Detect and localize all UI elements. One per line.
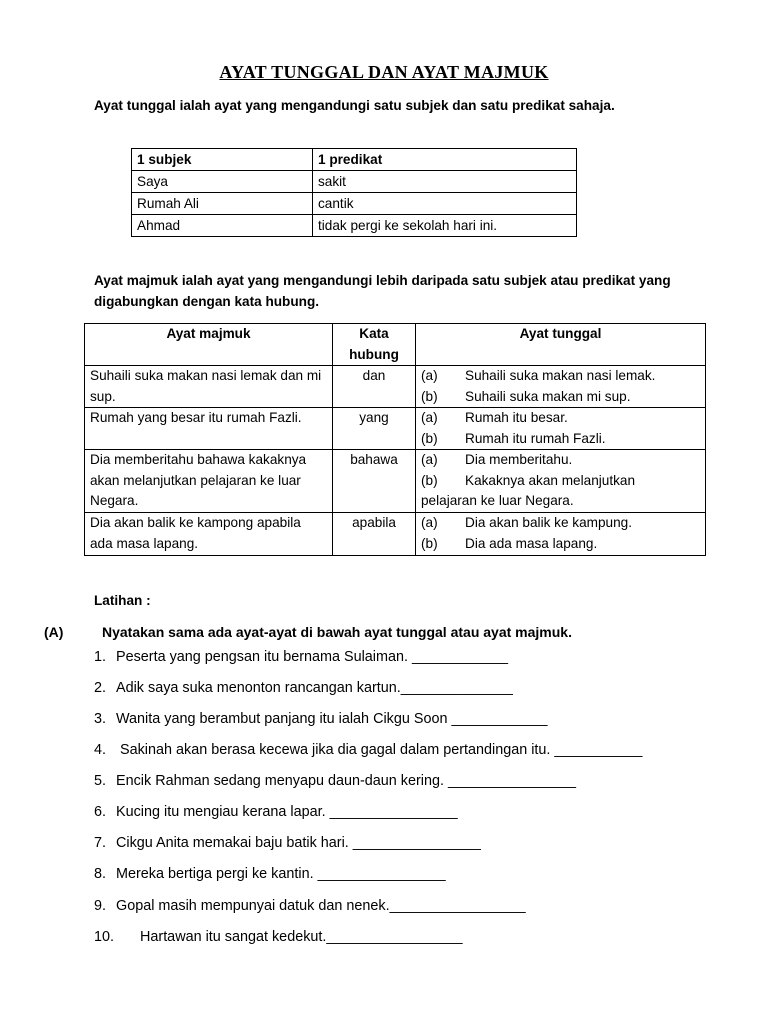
label-b: (b): [421, 472, 438, 488]
item-number: 2.: [94, 680, 107, 696]
ayat-tunggal-b-continued: pelajaran ke luar Negara.: [421, 493, 574, 508]
cell-subjek: Ahmad: [132, 215, 313, 237]
table-header-row: [132, 149, 577, 171]
item-number: 1.: [94, 649, 107, 665]
table-row: [132, 215, 577, 237]
table-row: [85, 513, 706, 556]
table-header-row: [85, 324, 706, 366]
header-subjek: 1 subjek: [132, 149, 313, 171]
exercise-item: [94, 711, 548, 727]
section-label: (A): [44, 624, 64, 640]
ayat-tunggal-a: [421, 513, 700, 534]
cell-subjek: Rumah Ali: [132, 193, 313, 215]
definition-ayat-majmuk: Ayat majmuk ialah ayat yang mengandungi lebih daripada satu subjek atau predikat yang digabungkan dengan kata hubung.: [94, 273, 671, 309]
item-number: 8.: [94, 866, 107, 882]
text-a: Dia memberitahu.: [465, 452, 573, 467]
label-b: (b): [421, 430, 438, 446]
header-ayat-tunggal: Ayat tunggal: [416, 324, 706, 366]
cell-ayat-tunggal: [416, 408, 706, 450]
table-ayat-majmuk: [84, 323, 706, 556]
cell-kata-hubung: yang: [333, 408, 416, 450]
label-b: (b): [421, 535, 438, 551]
cell-kata-hubung: dan: [333, 366, 416, 408]
cell-ayat-majmuk: Dia akan balik ke kampong apabila ada masa lapang.: [85, 513, 333, 556]
definition-ayat-tunggal: Ayat tunggal ialah ayat yang mengandungi satu subjek dan satu predikat sahaja.: [94, 98, 615, 113]
cell-ayat-majmuk: Dia memberitahu bahawa kakaknya akan melanjutkan pelajaran ke luar Negara.: [85, 450, 333, 513]
exercise-item: [94, 866, 446, 882]
ayat-tunggal-b: [421, 471, 700, 492]
cell-ayat-majmuk: Rumah yang besar itu rumah Fazli.: [85, 408, 333, 450]
cell-subjek: Saya: [132, 171, 313, 193]
cell-ayat-majmuk: Suhaili suka makan nasi lemak dan mi sup.: [85, 366, 333, 408]
exercise-item: [94, 742, 642, 758]
item-text: Adik saya suka menonton rancangan kartun.______________: [116, 680, 513, 696]
item-text: Peserta yang pengsan itu bernama Sulaiman. ____________: [116, 649, 509, 665]
header-kata-hubung: Kata hubung: [333, 324, 416, 366]
item-text: Hartawan itu sangat kedekut._________________: [140, 929, 463, 945]
exercise-item: [94, 835, 481, 851]
item-number: 7.: [94, 835, 107, 851]
exercise-item: [94, 649, 508, 665]
item-number: 4.: [94, 742, 107, 758]
table-row: [85, 450, 706, 513]
cell-ayat-tunggal: [416, 513, 706, 556]
exercise-item: [94, 898, 526, 914]
item-text: Mereka bertiga pergi ke kantin. ________________: [116, 866, 446, 882]
item-number: 9.: [94, 898, 107, 914]
ayat-tunggal-b: [421, 429, 700, 450]
text-a: Suhaili suka makan nasi lemak.: [465, 368, 656, 383]
text-b: Kakaknya akan melanjutkan: [465, 472, 636, 488]
cell-ayat-tunggal: [416, 450, 706, 513]
text-b: Dia ada masa lapang.: [465, 535, 598, 551]
text-b: Suhaili suka makan mi sup.: [465, 388, 631, 404]
item-text: Cikgu Anita memakai baju batik hari. ________________: [116, 835, 481, 851]
item-text: Wanita yang berambut panjang itu ialah Cikgu Soon ____________: [116, 711, 548, 727]
cell-predikat: sakit: [313, 171, 577, 193]
cell-kata-hubung: apabila: [333, 513, 416, 556]
text-a: Rumah itu besar.: [465, 410, 568, 425]
item-text: Kucing itu mengiau kerana lapar. ________________: [116, 804, 458, 820]
table-row: [85, 366, 706, 408]
cell-ayat-tunggal: [416, 366, 706, 408]
exercise-item: [94, 773, 576, 789]
item-number: 3.: [94, 711, 107, 727]
item-number: 6.: [94, 804, 107, 820]
ayat-tunggal-a: [421, 450, 700, 471]
table-ayat-tunggal: [131, 148, 577, 237]
page-title: AYAT TUNGGAL DAN AYAT MAJMUK: [219, 62, 549, 82]
text-a: Dia akan balik ke kampung.: [465, 515, 632, 530]
header-ayat-majmuk: Ayat majmuk: [85, 324, 333, 366]
cell-predikat: cantik: [313, 193, 577, 215]
table-row: [85, 408, 706, 450]
text-b: Rumah itu rumah Fazli.: [465, 430, 606, 446]
table-row: [132, 193, 577, 215]
exercise-item: [94, 680, 513, 696]
header-predikat: 1 predikat: [313, 149, 577, 171]
cell-kata-hubung: bahawa: [333, 450, 416, 513]
label-a: (a): [421, 515, 438, 530]
item-text: Encik Rahman sedang menyapu daun-daun kering. ________________: [116, 773, 577, 789]
ayat-tunggal-a: [421, 408, 700, 429]
exercise-item: [94, 929, 462, 945]
cell-predikat: tidak pergi ke sekolah hari ini.: [313, 215, 577, 237]
latihan-heading: Latihan :: [94, 593, 151, 608]
label-b: (b): [421, 388, 438, 404]
table-row: [132, 171, 577, 193]
label-a: (a): [421, 410, 438, 425]
label-a: (a): [421, 368, 438, 383]
section-instruction: Nyatakan sama ada ayat-ayat di bawah ayat tunggal atau ayat majmuk.: [102, 624, 572, 640]
item-number: 5.: [94, 773, 107, 789]
ayat-tunggal-b: [421, 534, 700, 555]
item-text: Gopal masih mempunyai datuk dan nenek._________________: [116, 898, 526, 914]
ayat-tunggal-b: [421, 387, 700, 408]
exercise-item: [94, 804, 458, 820]
ayat-tunggal-a: [421, 366, 700, 387]
item-number: 10.: [94, 929, 115, 945]
label-a: (a): [421, 452, 438, 467]
item-text: Sakinah akan berasa kecewa jika dia gagal dalam pertandingan itu. ___________: [116, 742, 643, 758]
